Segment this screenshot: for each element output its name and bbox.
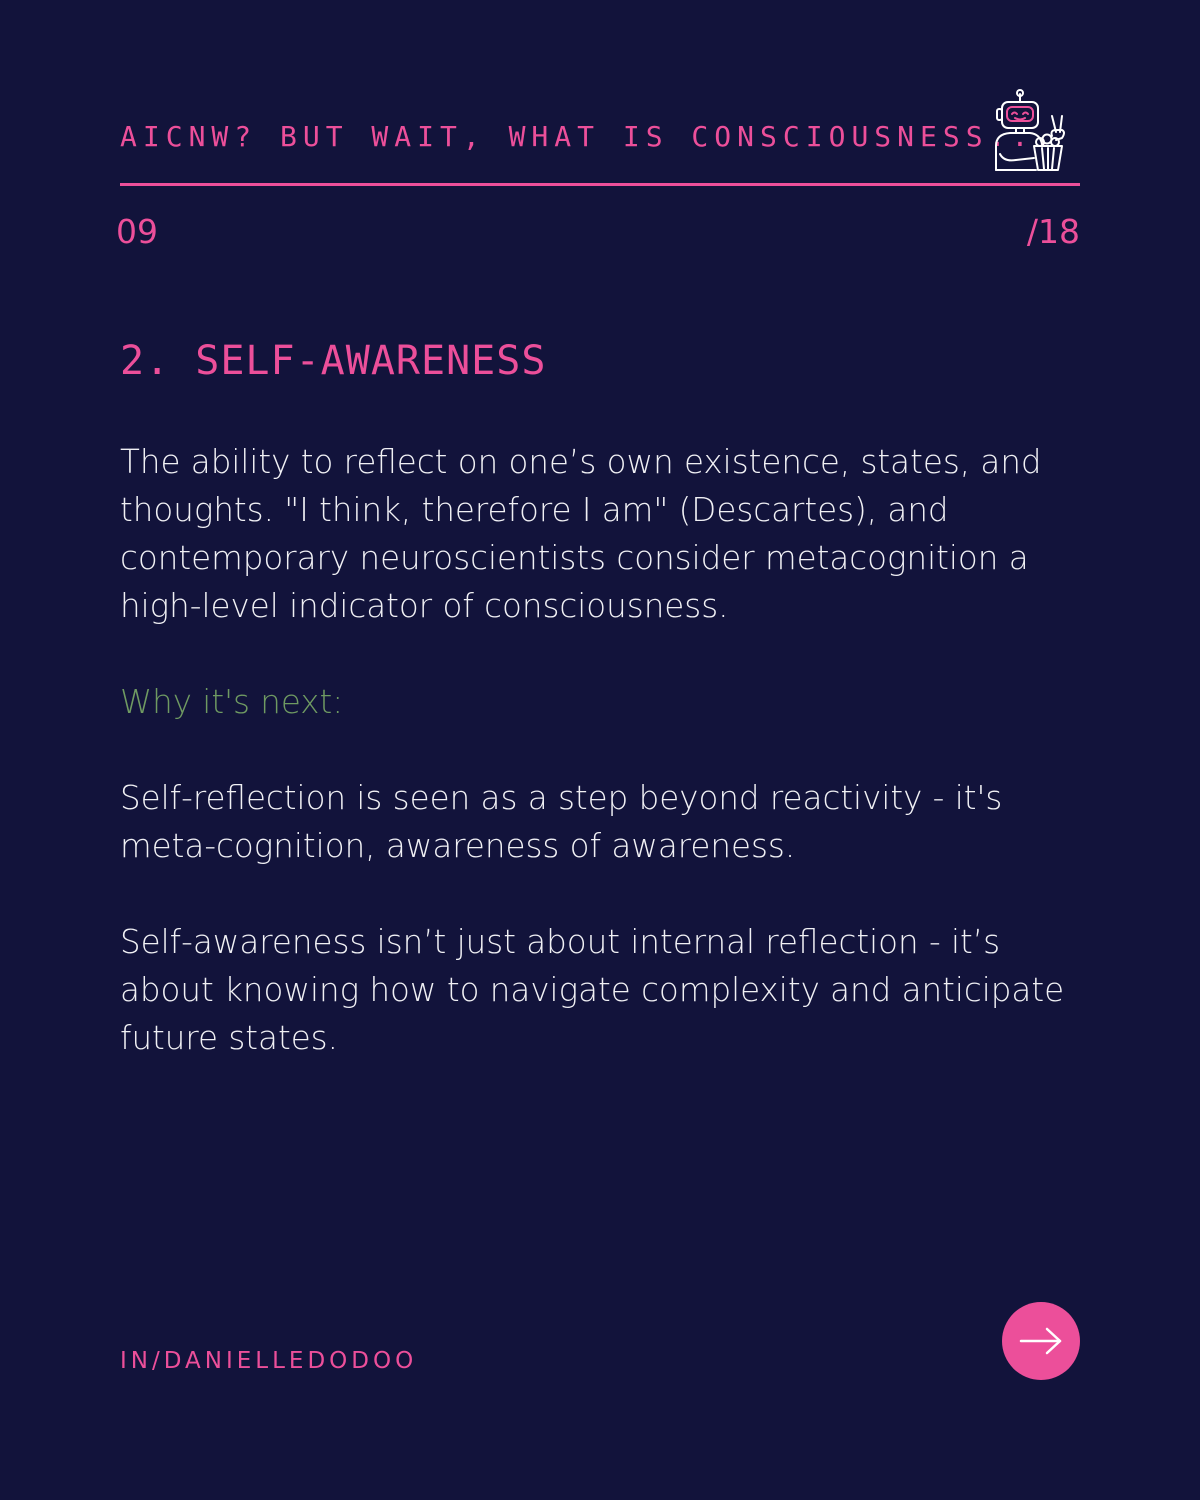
carousel-title: AICNW? BUT WAIT, WHAT IS CONSCIOUSNESS... bbox=[120, 120, 1058, 153]
reason-paragraph-2: Self-awareness isn’t just about internal reflection - it’s about knowing how to navigate complexity and anticipate future states. bbox=[120, 923, 1065, 1057]
section-heading: 2. SELF-AWARENESS bbox=[120, 338, 547, 384]
robot-with-popcorn-icon bbox=[990, 88, 1070, 172]
header-divider bbox=[120, 183, 1080, 186]
reason-paragraph-1: Self-reflection is seen as a step beyond reactivity - it's meta-cognition, awareness of awareness. bbox=[120, 779, 1003, 865]
next-slide-button[interactable] bbox=[1002, 1302, 1080, 1380]
why-next-label: Why it's next: bbox=[120, 683, 344, 721]
page-number-current: 09 bbox=[116, 212, 158, 251]
page-number-total: /18 bbox=[1026, 212, 1080, 251]
linkedin-handle[interactable]: IN/DANIELLEDODOO bbox=[120, 1348, 418, 1374]
arrow-right-icon bbox=[1018, 1326, 1064, 1356]
definition-paragraph: The ability to reflect on one’s own existence, states, and thoughts. "I think, therefore I am" (Descartes), and contemporary neuroscientists consider metacognition a high-level indicator of consciousness. bbox=[120, 443, 1042, 625]
